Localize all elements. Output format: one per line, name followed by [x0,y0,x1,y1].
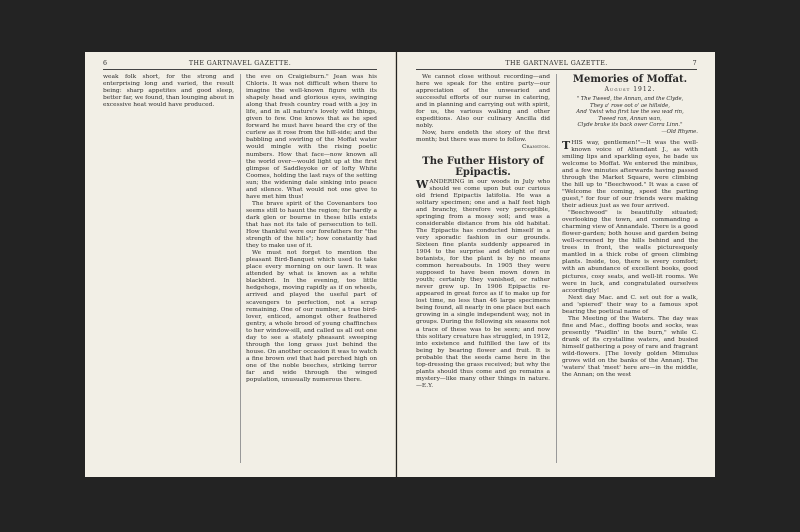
left-column-1 [103,74,234,109]
paragraph: The Meeting of the Waters. The day was fine and Mac., doffing boots and socks, was presently "Paidlin' in the burn," while C. drank of its crystalline waters, and busied himself gathering a posy of rare and fragrant wild-flowers. [The lovely golden Mimulus grows wild on the banks of the Annan]. The 'waters' that 'meet' here are—in the middle, the Annan; on the west [562,315,698,379]
paragraph: "Beechwood" is beautifully situated; overlooking the town, and commanding a charming view of Annandale. There is a good flower-garden; both house and garden being well-screened by the hills behind and the trees in front, the walls picturesquely mantled in a thick robe of green climbing plants. Inside, too, there is every comfort; with an abundance of excellent books, good pictures, cosy seats, and well-lit rooms. We were in luck, and congratulated ourselves accordingly! [562,210,698,294]
paragraph: THIS way, gentlemen!"—It was the well-known voice of Attendant J., as with smiling lips and sparkling eyes, he bade us welcome to Moffat. We entered the minibus, and a few minutes afterwards having passed through the Market Square, were climbing the hill up to "Beechwood." It was a case of "Welcome the coming, speed the parting guest," for four of our friends were making their adieux just as we four arrived. [562,138,698,210]
paragraph: We must not forget to mention the pleasant Bird-Banquet which used to take place every morning on our lawn. It was attended by what is known as a white blackbird. In the evening, too little hedgehogs, moving rapidly as if on wheels, arrived and played the useful part of scavengers to perfection, not a scrap remaining. One of our number, a true bird-lover, enticed, amongst other feathered gentry, a whole brood of young chaffinches to her window-sill, and called us all out one day to see a stately pheasant sweeping through the long grass just behind the house. On another occasion it was to watch a fine brown owl that had perched high on one of the noble beeches, striking terror far and wide through the winged population, unusually numerous there. [246,250,377,384]
memories-title: Memories of Moffat. [572,74,688,85]
verse: " The Tweed, the Annan, and the Clyde, They a' rose oot o' ae hillside, And 'twixt wha first tae the sea wad rin, Tweed ran, Annan wan, Clyde brake its back ower Corra Linn." —Old Rhyme. [576,96,698,136]
article-title: The Futher History of Epipactis. [422,155,544,178]
left-page [85,52,396,477]
paragraph: weak folk short, for the strong and enterprising long and varied, the result being: sharp appetites and good sleep, better far, we found, than lounging about in excessive heat would have produced. [103,74,234,109]
column-divider [556,74,557,463]
left-running-head: THE GARTNAVEL GAZETTE. [188,60,292,67]
paragraph: The brave spirit of the Covenanters too seems still to haunt the region; for hardly a dark glen or bourne in these hills exists that has not its tale of persecution to tell. How thankful were our forefathers for "the strength of the hills"; how constantly had they to make use of it. [246,200,377,250]
drop-cap: W [416,177,429,191]
memories-date: August 1912. [604,86,656,93]
left-header-rule [103,69,377,70]
right-running-head: THE GARTNAVEL GAZETTE. [505,60,608,67]
right-page-number: 7 [692,60,697,67]
drop-cap: T [562,138,571,152]
paragraph: Next day Mac. and C. set out for a walk, and 'spiered' their way to a famous spot bearing the poetical name of [562,294,698,315]
signature: Cranston. [522,144,550,151]
right-page [397,52,715,477]
paragraph: We cannot close without recording—and here we speak for the entire party—our appreciation of the unwearied and successful efforts of our nurse in catering, and in planning and carrying out with spirit, for us, the various walking and other expeditions. Also our culinary Ancilla did nobly. [416,74,550,130]
right-column-1 [416,74,550,390]
column-divider [240,74,241,463]
article-body: WANDERING in our woods in July who should we come upon but our curious old friend Epipactis latifolia. He was a solitary specimen; one and a half feet high and branchy, therefore very perceptible, springing from a mossy soil; and was a considerable distance from his old habitat. The Epipactis has conducted himself in a very sporadic fashion in our grounds. Sixteen fine plants suddenly appeared in 1904 to the surprise and delight of our botanists, for the plant is by no means common hereabouts. In 1905 they were supposed to have been mown down in youth; certainly they vanished, or rather never grew up. In 1906 Epipactis re-appeared in great force as if to make up for lost time, no less than 46 large specimens being found, all nearly in one place but each growing in a single independent way, not in groups. During the following six seasons not a trace of these was to be seen; and now this solitary creature has struggled, in 1912, into existence and fulfilled the law of its being by bearing flower and fruit. It is probable that the seeds came here in the top-dressing the grass received; but why the plants should thus come and go remains a mystery—like many other things in nature.—E.Y. [416,177,550,389]
right-column-2 [562,74,698,379]
left-page-number: 6 [103,60,108,67]
right-header-rule [416,69,697,70]
left-column-2 [246,74,377,384]
paragraph: the eve on Craigieburn." Jean was his Chloris. It was not difficult when there to imagine the well-known figure with its shapely head and glorious eyes, swinging along that fresh country road with a joy in life, and in all nature's lovely wild things, given to few. One knows that as he sped forward he must have heard the cry of the curlew as it rose from the hill-side; and the babbling and swirling of the Moffat water would mingle with the rising poetic numbers. How that face—now known all the world over—would light up at the first glimpse of Saddleyoke or of lofty White Coomes, holding the last rays of the setting sun; the widening dale sinking into peace and silence. What would not one give to have met him thus! [246,74,377,200]
paragraph: Now, here endeth the story of the first month; but there was more to follow. [416,130,550,144]
